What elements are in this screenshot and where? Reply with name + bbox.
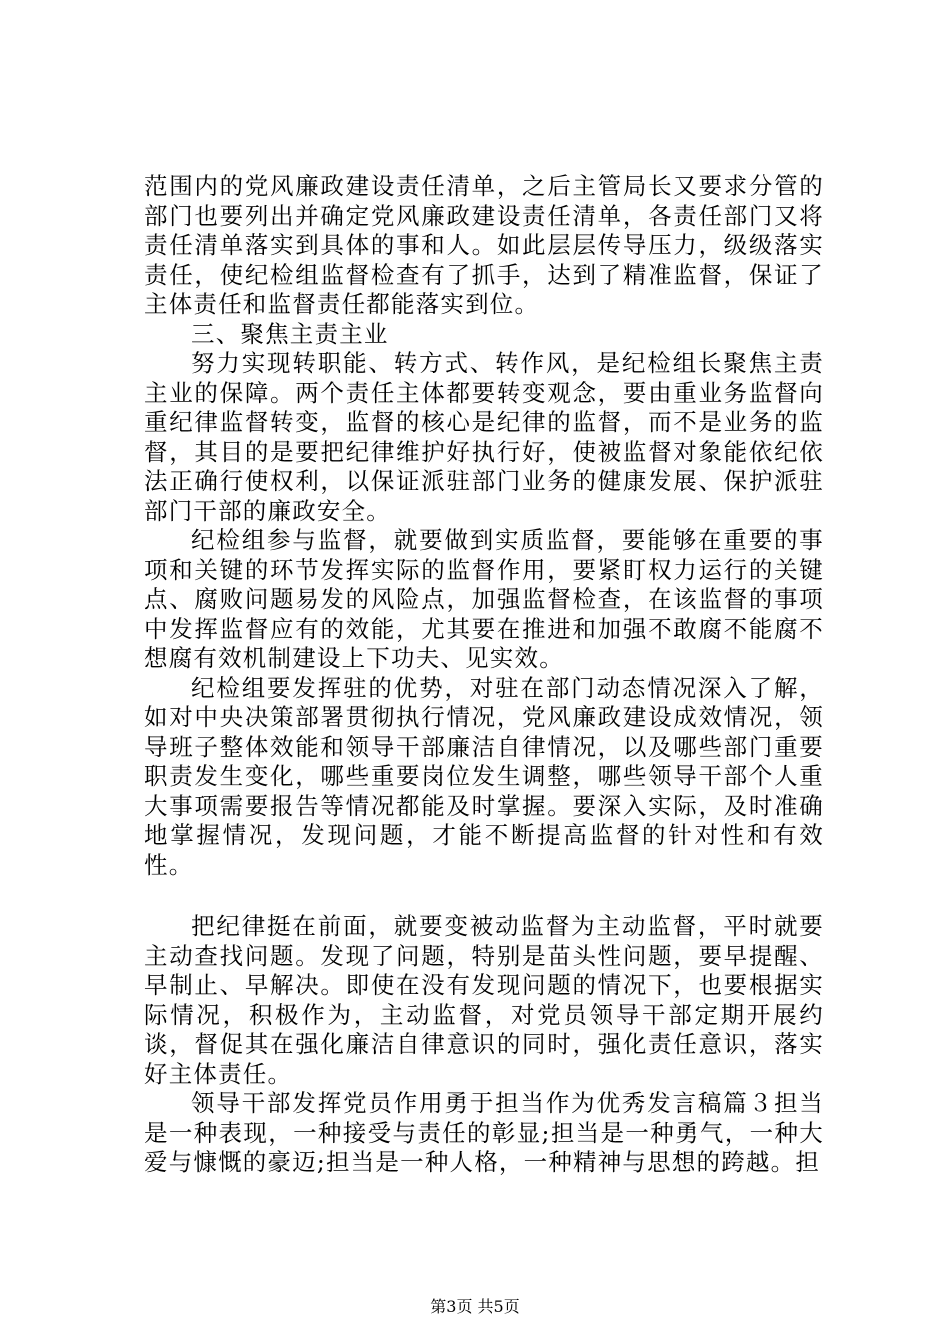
page-footer: 第3页 共5页 — [430, 1297, 520, 1316]
paragraph: 把纪律挺在前面，就要变被动监督为主动监督，平时就要主动查找问题。发现了问题，特别是苗头性问题，要早提醒、早制止、早解决。即使在没有发现问题的情况下，也要根据实际情况，积极作为，主动监督，对党员领导干部定期开展约谈，督促其在强化廉洁自律意识的同时，强化责任意识，落实好主体责任。 — [144, 912, 824, 1088]
section-heading: 三、聚焦主责主业 — [191, 319, 389, 348]
paragraph: 努力实现转职能、转方式、转作风，是纪检组长聚焦主责主业的保障。两个责任主体都要转变观念，要由重业务监督向重纪律监督转变，监督的核心是纪律的监督，而不是业务的监督，其目的是要把纪律维护好执行好，使被监督对象能依纪依法正确行使权利，以保证派驻部门业务的健康发展、保护派驻部门干部的廉政安全。 — [144, 349, 824, 525]
paragraph-spacer — [144, 880, 824, 912]
paragraph: 纪检组要发挥驻的优势，对驻在部门动态情况深入了解，如对中央决策部署贯彻执行情况，党风廉政建设成效情况，领导班子整体效能和领导干部廉洁自律情况，以及哪些部门重要职责发生变化，哪些重要岗位发生调整，哪些领导干部个人重大事项需要报告等情况都能及时掌握。要深入实际，及时准确地掌握情况，发现问题，才能不断提高监督的针对性和有效性。 — [144, 673, 824, 879]
paragraph: 领导干部发挥党员作用勇于担当作为优秀发言稿篇３担当是一种表现，一种接受与责任的彰显;担当是一种勇气，一种大爱与慷慨的豪迈;担当是一种人格，一种精神与思想的跨越。担 — [144, 1089, 824, 1176]
paragraph: 纪检组参与监督，就要做到实质监督，要能够在重要的事项和关键的环节发挥实际的监督作用，要紧盯权力运行的关键点、腐败问题易发的风险点，加强监督检查，在该监督的事项中发挥监督应有的效能，尤其要在推进和加强不敢腐不能腐不想腐有效机制建设上下功夫、见实效。 — [144, 526, 824, 672]
paragraph-continuation: 范围内的党风廉政建设责任清单，之后主管局长又要求分管的部门也要列出并确定党风廉政建设责任清单，各责任部门又将责任清单落实到具体的事和人。如此层层传导压力，级级落实责任，使纪检组监督检查有了抓手，达到了精准监督，保证了主体责任和监督责任都能落实到位。 — [144, 172, 824, 318]
document-body — [144, 172, 824, 1178]
